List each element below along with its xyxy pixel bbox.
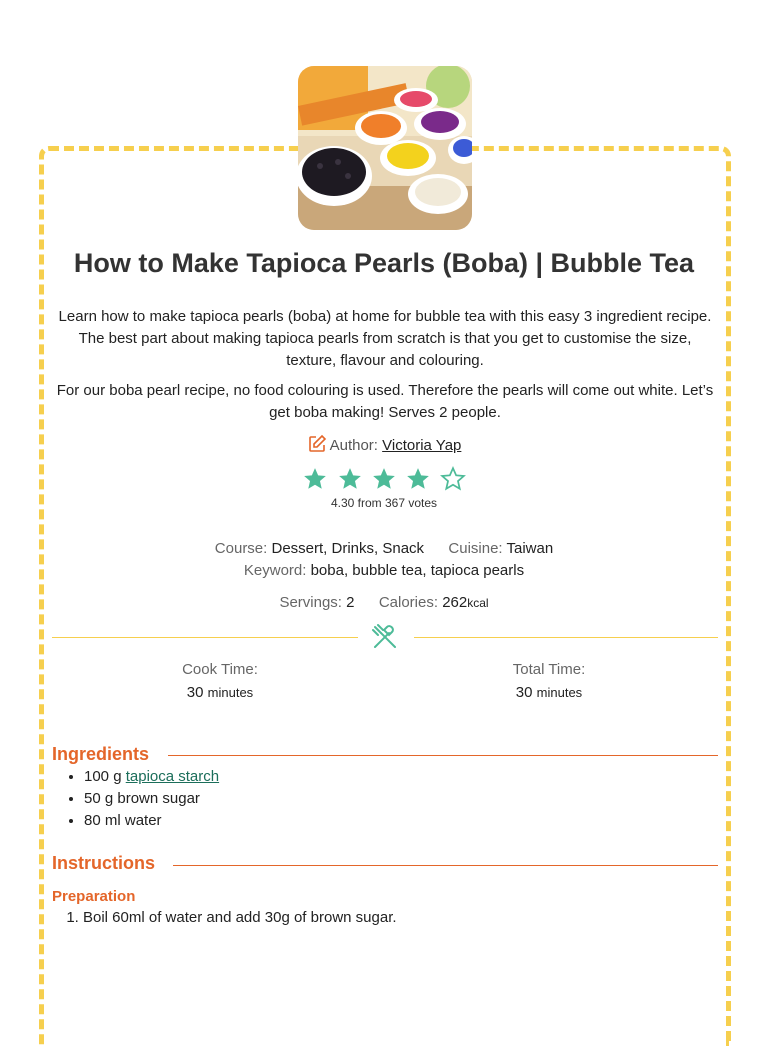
total-time <box>449 661 649 701</box>
ingredient-name: water <box>124 812 162 829</box>
keyword-value: boba, bubble tea, tapioca pearls <box>310 562 525 579</box>
pencil-icon <box>307 434 327 458</box>
summary-paragraph: Learn how to make tapioca pearls (boba) at home for bubble tea with this easy 3 ingredient recipe. The best part about making tapioca pearls from scratch is that you get to customise the size, texture, flavour and colouring. <box>58 308 712 369</box>
divider-left <box>52 637 358 638</box>
ingredient-item <box>84 810 219 832</box>
star-full-icon[interactable] <box>405 466 431 492</box>
rating-stars[interactable] <box>0 466 768 497</box>
star-full-icon[interactable] <box>302 466 328 492</box>
cook-time-unit: minutes <box>207 685 254 700</box>
ingredients-heading: Ingredients <box>52 744 150 764</box>
ingredient-qty: 80 ml <box>84 812 121 829</box>
calories-label: Calories: <box>378 594 439 611</box>
recipe-title: How to Make Tapioca Pearls (Boba) | Bubble Tea <box>73 248 695 278</box>
author-line <box>0 434 768 458</box>
meta-keyword <box>0 562 768 579</box>
servings-label: Servings: <box>279 594 342 611</box>
utensils-icon <box>370 622 400 657</box>
cook-time-label: Cook Time: <box>182 661 258 678</box>
cuisine-label: Cuisine: <box>448 540 503 557</box>
recipe-summary <box>52 306 718 432</box>
meta-servings-calories <box>0 594 768 611</box>
divider-right <box>414 637 718 638</box>
instruction-group-heading: Preparation <box>52 888 136 905</box>
instruction-step: 1. Boil 60ml of water and add 30g of brown sugar. <box>83 907 397 929</box>
meta-course-cuisine <box>0 540 768 557</box>
ingredient-link-tapioca-starch[interactable]: tapioca starch <box>125 768 220 785</box>
ingredient-item <box>84 788 219 810</box>
ingredients-list <box>52 766 219 832</box>
author-link[interactable]: Victoria Yap <box>382 437 462 454</box>
ingredient-name: brown sugar <box>117 790 200 807</box>
instructions-rule <box>173 865 718 866</box>
total-time-unit: minutes <box>536 685 583 700</box>
keyword-label: Keyword: <box>243 562 307 579</box>
star-empty-icon[interactable] <box>440 466 466 492</box>
total-time-label: Total Time: <box>512 661 586 678</box>
course-value: Dessert, Drinks, Snack <box>271 540 425 557</box>
instructions-heading: Instructions <box>52 853 156 873</box>
star-full-icon[interactable] <box>371 466 397 492</box>
cook-time <box>120 661 320 701</box>
cook-time-value: 30 <box>186 684 204 701</box>
course-label: Course: <box>214 540 268 557</box>
ingredient-qty: 50 g <box>84 790 114 807</box>
total-time-value: 30 <box>515 684 533 701</box>
calories-value: 262 <box>442 594 468 611</box>
calories-unit: kcal <box>467 596 489 610</box>
ingredient-item <box>84 766 219 788</box>
ingredients-rule <box>168 755 718 756</box>
instructions-list <box>52 907 397 929</box>
rating-votes: 4.30 from 367 votes <box>330 496 438 510</box>
recipe-image <box>298 66 472 230</box>
servings-value: 2 <box>346 594 355 611</box>
cuisine-value: Taiwan <box>506 540 554 557</box>
author-label: Author: <box>329 437 378 454</box>
summary-paragraph: For our boba pearl recipe, no food colouring is used. Therefore the pearls will come out white. Let’s get boba making! Serves 2 people. <box>56 382 714 421</box>
ingredient-qty: 100 g <box>84 768 122 785</box>
star-full-icon[interactable] <box>337 466 363 492</box>
